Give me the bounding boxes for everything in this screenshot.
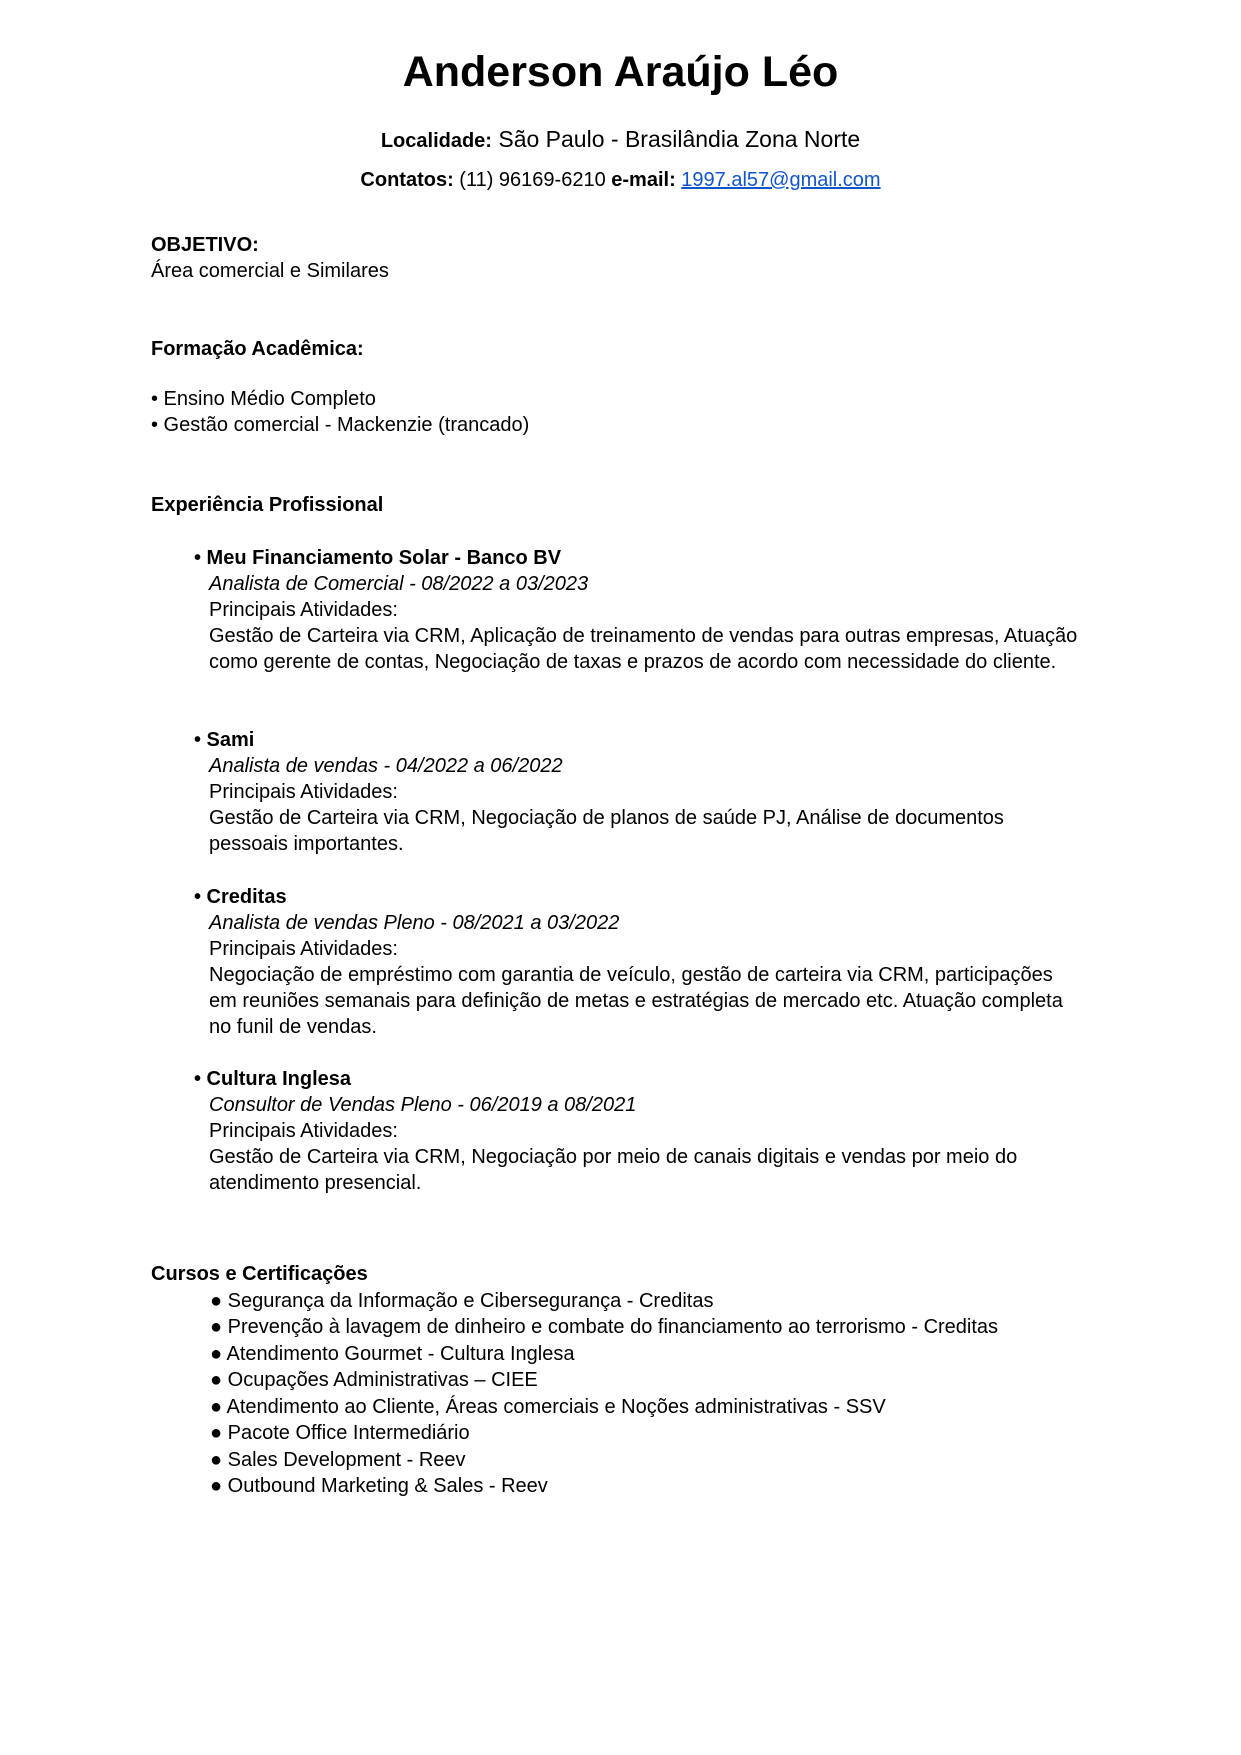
job-entry [194,1066,1114,1196]
courses-heading: Cursos e Certificações [151,1263,368,1285]
job-entry [194,727,1114,857]
course-item: ● Segurança da Informação e Cibersegurança - Creditas [210,1289,714,1312]
job-entry [194,884,1114,1040]
location-value: São Paulo - Brasilândia Zona Norte [491,126,861,152]
course-item: ● Prevenção à lavagem de dinheiro e combate do financiamento ao terrorismo - Creditas [210,1316,999,1338]
objective-section [151,232,389,284]
course-item: ● Pacote Office Intermediário [210,1422,470,1444]
candidate-name: Anderson Araújo Léo [402,48,839,96]
objective-text: Área comercial e Similares [151,260,389,282]
contacts-label: Contatos: [360,169,454,191]
job-activities-label: Principais Atividades: [209,781,398,803]
job-activities-label: Principais Atividades: [209,1120,398,1142]
email-link[interactable]: 1997.al57@gmail.com [681,169,881,191]
job-activities-label: Principais Atividades: [209,599,398,621]
job-role: Analista de vendas Pleno - 08/2021 a 03/2022 [209,912,620,934]
job-company: • Meu Financiamento Solar - Banco BV [194,547,562,569]
course-item: ● Atendimento Gourmet - Cultura Inglesa [210,1342,575,1365]
phone-number: (11) 96169-6210 [453,169,612,191]
job-company: • Sami [194,729,255,751]
job-role: Analista de Comercial - 08/2022 a 03/2023 [209,573,589,595]
job-description: Negociação de empréstimo com garantia de veículo, gestão de carteira via CRM, participações em reuniões semanais para definição de metas e estratégias de mercado etc. Atuação completa no funil de vendas. [209,964,1063,1038]
education-item: • Gestão comercial - Mackenzie (trancado) [151,414,530,436]
experience-heading: Experiência Profissional [151,494,384,516]
courses-section [151,1261,1101,1500]
job-company: • Cultura Inglesa [194,1068,352,1090]
course-item: ● Outbound Marketing & Sales - Reev [210,1475,548,1497]
education-section [151,336,529,438]
location-line [0,124,1241,156]
job-company: • Creditas [194,886,287,908]
course-item: ● Sales Development - Reev [210,1448,466,1471]
course-item: ● Ocupações Administrativas – CIEE [210,1369,538,1391]
email-label: e-mail: [611,169,676,191]
job-activities-label: Principais Atividades: [209,938,398,960]
education-item: • Ensino Médio Completo [151,388,376,410]
job-entry [194,545,1114,675]
job-description: Gestão de Carteira via CRM, Negociação de planos de saúde PJ, Análise de documentos pessoais importantes. [209,807,1004,855]
location-label: Localidade: [380,130,492,152]
job-role: Analista de vendas - 04/2022 a 06/2022 [209,755,563,777]
objective-heading: OBJETIVO: [151,234,259,256]
contact-line [0,166,1241,194]
education-heading: Formação Acadêmica: [151,338,364,360]
course-item: ● Atendimento ao Cliente, Áreas comerciais e Noções administrativas - SSV [210,1395,886,1418]
courses-list [151,1288,1101,1500]
job-description: Gestão de Carteira via CRM, Negociação por meio de canais digitais e vendas por meio do atendimento presencial. [209,1146,1018,1194]
job-role: Consultor de Vendas Pleno - 06/2019 a 08/2021 [209,1094,637,1116]
job-description: Gestão de Carteira via CRM, Aplicação de treinamento de vendas para outras empresas, Atuação como gerente de contas, Negociação de taxas e prazos de acordo com necessidade do cliente. [209,625,1078,673]
